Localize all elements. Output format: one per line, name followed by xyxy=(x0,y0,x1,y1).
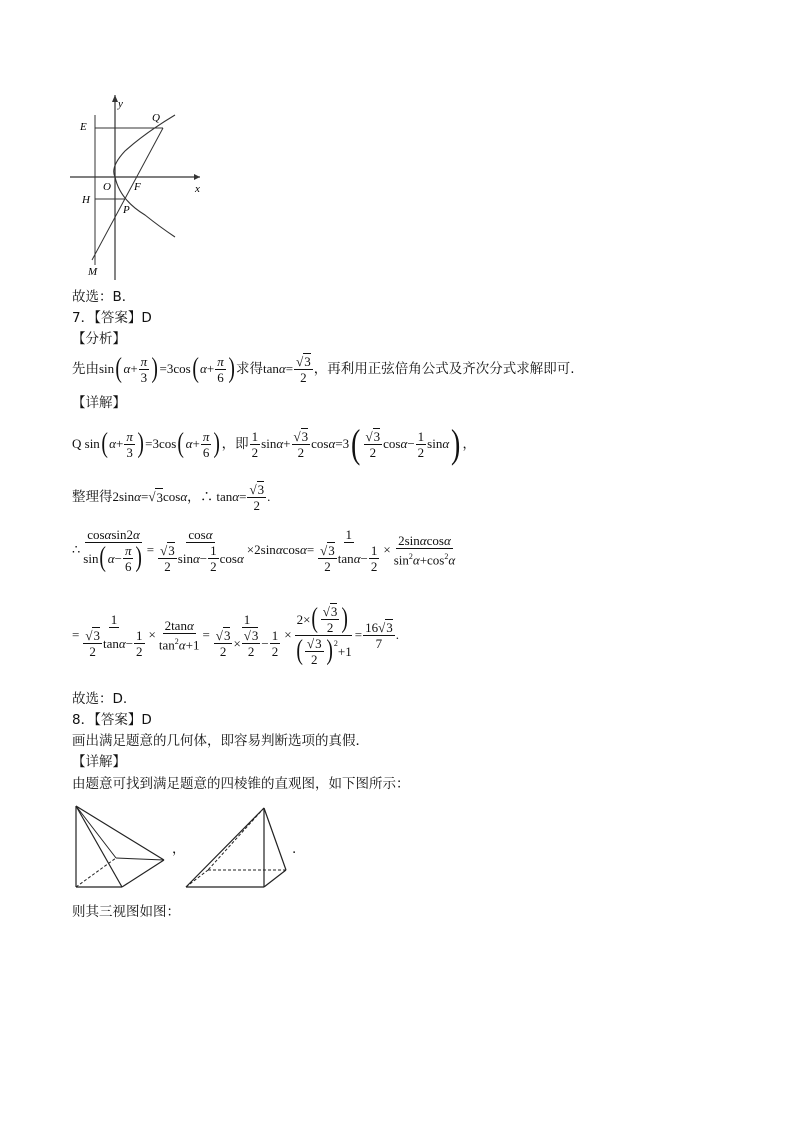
figure-label-E: E xyxy=(80,121,87,133)
q8-line3: 则其三视图如图： xyxy=(72,904,180,920)
organize-pre: 整理得 xyxy=(72,489,113,505)
q7-final: = 1 $\frac{√3}{2}$ tan α − $\frac{1}{2}$ × $\frac{2\tan\alpha}{\tan^2\alpha+1}$ = 1 $\frac{√3}{2}$ × $\frac{√3}{2}$ − $\frac{1}{2}$ × 2× ( $\frac{√3}{2}$ ) ( $\frac{√3}{2}$ ) $^2$ +1 = $\frac{16√3}{7}$ . xyxy=(72,603,399,667)
q7-choice: 故选：D. xyxy=(72,691,128,707)
figure-label-F: F xyxy=(134,181,141,193)
q7-analysis-label: 【分析】 xyxy=(72,331,126,347)
q7-detail-step: Q sin ( α + $\frac{\pi}{3}$ ) =3cos ( α + $\frac{\pi}{6}$ ) ，即 $\frac{1}{2}$ sin α + $\frac{√3}{2}$ cos α =3 ( $\frac{√3}{2}$ cos α − $\frac{1}{2}$ sin α ) ， xyxy=(72,421,476,466)
q6-choice: 故选：B． xyxy=(72,289,136,305)
given-equation: sin ( α + $\frac{\pi}{3}$ ) =3cos ( α + $\frac{\pi}{6}$ ) xyxy=(99,353,235,385)
q8-line2: 由题意可找到满足题意的四棱锥的直观图，如下图所示： xyxy=(72,776,410,792)
figure-label-H: H xyxy=(82,194,90,206)
q7-header: 7．【答案】D xyxy=(72,310,152,326)
figure-label-y: y xyxy=(118,98,123,110)
q8-sep2: . xyxy=(292,841,297,857)
analysis-mid: 求得 xyxy=(236,361,264,377)
q7-therefore: ∴ cosαsin2α sin ( α − $\frac{\pi}{6}$ ) = cosα $\frac{√3}{2}$ sin α − $\frac{1}{2}$ cos α ×2sin α cos α = 1 $\frac{√3}{2}$ tan α − $\frac{1}{2}$ × $\frac{2\sin\alpha\cos\alpha}{\sin^2\alpha+\cos^2\alpha}$ xyxy=(72,526,456,574)
detail-step-mid: ，即 xyxy=(221,436,249,452)
pyramid-figure-1 xyxy=(72,800,172,892)
q8-line1: 画出满足题意的几何体，即容易判断选项的真假． xyxy=(72,733,369,749)
tan-result: tan α = $\frac{√3}{2}$ xyxy=(263,353,311,385)
figure-label-x: x xyxy=(195,183,200,195)
analysis-pre: 先由 xyxy=(72,361,99,377)
q7-organize: 整理得 2sin α = √ 3 cos α ，∴ tan α = $\frac{√3}{2}$ . xyxy=(72,481,271,513)
q7-analysis-line xyxy=(72,352,575,386)
q7-detail-label: 【详解】 xyxy=(72,395,126,411)
q8-sep1: ， xyxy=(172,841,186,857)
parabola-figure xyxy=(70,95,220,280)
figure-label-O: O xyxy=(103,181,111,193)
pyramid-figure-2 xyxy=(182,802,292,892)
q8-header: 8．【答案】D xyxy=(72,712,152,728)
q8-detail-label: 【详解】 xyxy=(72,754,126,770)
analysis-post: ，再利用正弦倍角公式及齐次分式求解即可. xyxy=(313,361,575,377)
figure-label-M: M xyxy=(88,266,98,278)
figure-label-Q: Q xyxy=(152,112,160,124)
figure-label-P: P xyxy=(123,204,130,216)
